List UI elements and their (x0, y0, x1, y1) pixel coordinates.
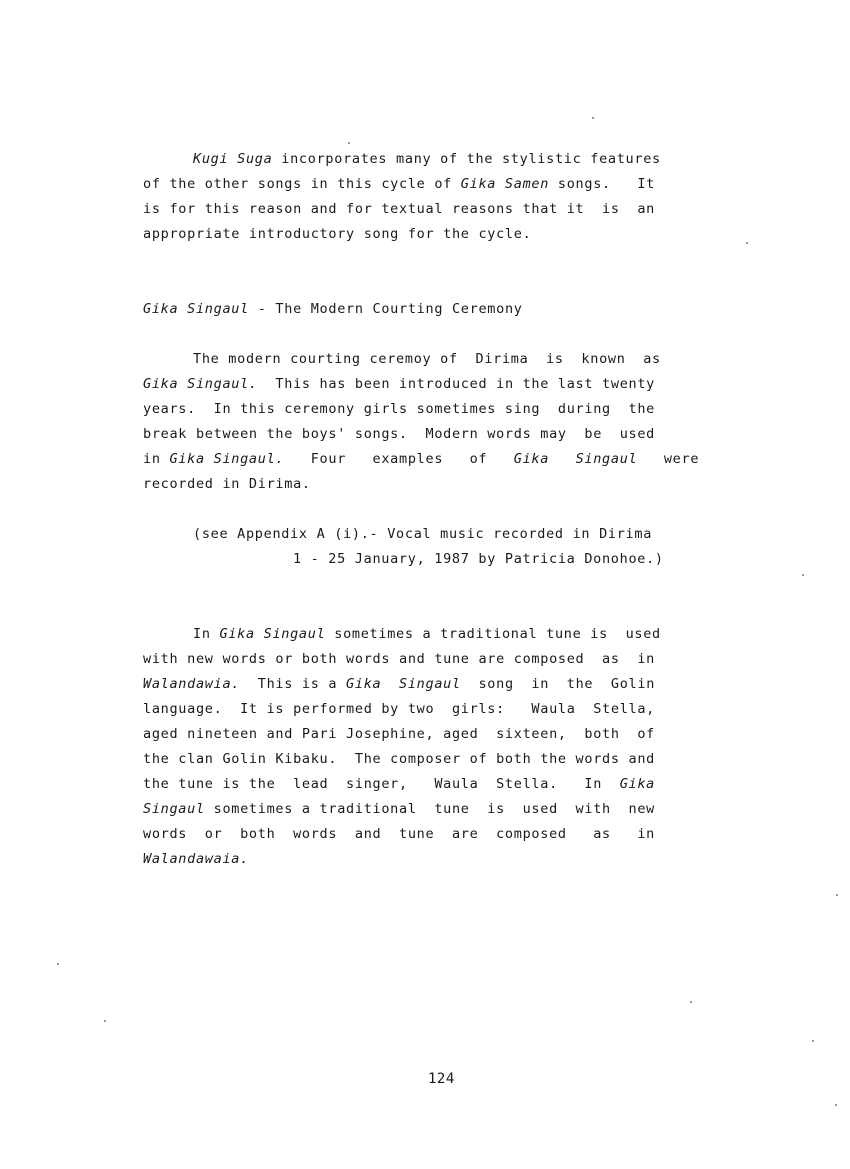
scan-speck (746, 242, 748, 244)
italic-term: Walandawaia. (143, 851, 249, 867)
italic-term: Gika Singaul (346, 676, 461, 692)
text-run: sometimes a traditional tune is used (325, 626, 661, 642)
appendix-note-line-1: (see Appendix A (i).- Vocal music recorded in Dirima (193, 526, 653, 542)
text-run: incorporates many of the stylistic features (272, 151, 661, 167)
page-number: 124 (428, 1071, 455, 1087)
scan-speck (104, 1020, 106, 1022)
paragraph-1-line-1 (193, 151, 661, 167)
scan-speck (835, 1104, 837, 1106)
scan-speck (812, 1040, 814, 1042)
text-run: Four examples of (284, 451, 514, 467)
paragraph-1-line-2 (143, 176, 655, 192)
italic-term: Walandawia. (143, 676, 241, 692)
paragraph-2-line-1: The modern courting ceremoy of Dirima is known as (193, 351, 661, 367)
italic-term: Gika Singaul. (143, 376, 258, 392)
italic-term: Gika (619, 776, 656, 792)
paragraph-3-line-7 (143, 776, 655, 792)
scan-speck (836, 894, 838, 896)
text-run: were (637, 451, 700, 467)
paragraph-3-line-10 (143, 851, 249, 867)
paragraph-3-line-2: with new words or both words and tune are composed as in (143, 651, 656, 667)
text-run: in (143, 451, 170, 467)
text-run: of the other songs in this cycle of (143, 176, 461, 192)
text-run: This is a (240, 676, 347, 692)
paragraph-3-line-9: words or both words and tune are composed as in (143, 826, 656, 842)
text-run: This has been introduced in the last twenty (257, 376, 656, 392)
paragraph-2-line-3: years. In this ceremony girls sometimes sing during the (143, 401, 656, 417)
text-run: sometimes a traditional tune is used with new (204, 801, 656, 817)
italic-term: Gika Singaul. (169, 451, 285, 467)
paragraph-1-line-3: is for this reason and for textual reasons that it is an (143, 201, 656, 217)
appendix-note-line-2: 1 - 25 January, 1987 by Patricia Donohoe.) (293, 551, 664, 567)
paragraph-3-line-5: aged nineteen and Pari Josephine, aged sixteen, both of (143, 726, 656, 742)
text-run: song in the Golin (460, 676, 656, 692)
paragraph-3-line-3 (143, 676, 655, 692)
italic-term: Kugi Suga (193, 151, 273, 167)
italic-term: Singaul (143, 801, 205, 817)
scan-speck (348, 142, 350, 144)
paragraph-3-line-6: the clan Golin Kibaku. The composer of both the words and (143, 751, 656, 767)
scan-speck (802, 574, 804, 576)
paragraph-2-line-5 (143, 451, 699, 467)
text-run: songs. It (549, 176, 656, 192)
heading-text: - The Modern Courting Ceremony (248, 301, 523, 317)
italic-term: Gika Singaul (219, 626, 326, 642)
scan-speck (690, 1001, 692, 1003)
section-heading (143, 301, 523, 317)
text-run: In (193, 626, 220, 642)
paragraph-1-line-4: appropriate introductory song for the cycle. (143, 226, 532, 242)
paragraph-2-line-6: recorded in Dirima. (143, 476, 311, 492)
paragraph-2-line-4: break between the boys' songs. Modern words may be used (143, 426, 656, 442)
text-run: the tune is the lead singer, Waula Stella. In (143, 776, 620, 792)
paragraph-3-line-4: language. It is performed by two girls: Waula Stella, (143, 701, 656, 717)
scan-speck (592, 117, 594, 119)
paragraph-2-line-2 (143, 376, 655, 392)
scan-speck (57, 963, 59, 965)
paragraph-3-line-8 (143, 801, 655, 817)
italic-term: Gika Singaul (513, 451, 638, 467)
heading-italic-term: Gika Singaul (143, 301, 249, 317)
paragraph-3-line-1 (193, 626, 661, 642)
italic-term: Gika Samen (460, 176, 550, 192)
